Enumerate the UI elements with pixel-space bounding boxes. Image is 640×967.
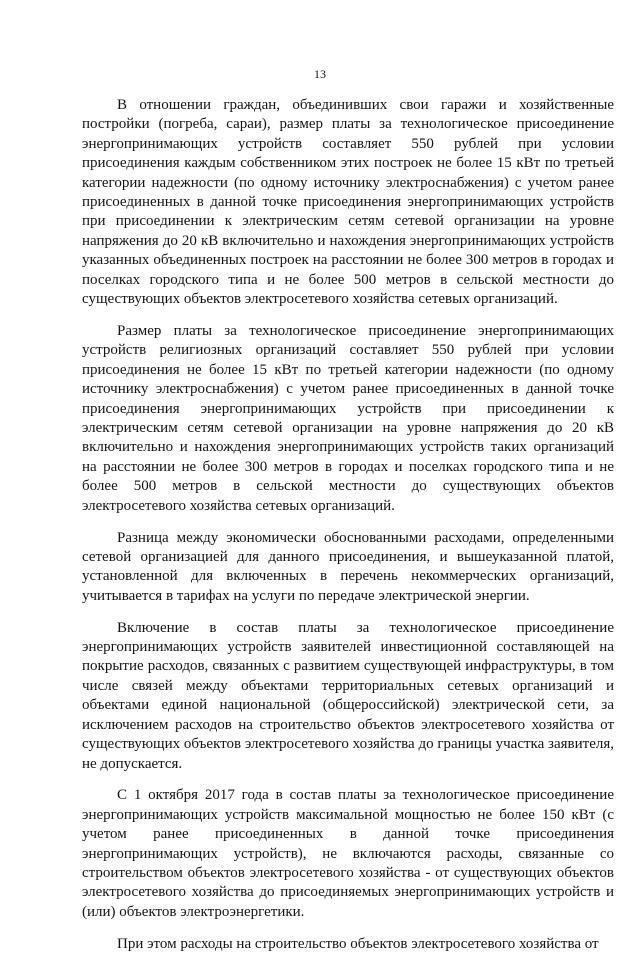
paragraph-investment-component: Включение в состав платы за технологическое присоединение энергопринимающих устройств заявителей инвестиционной составляющей на покрытие расходов, связанных с развитием существующей инфраструктуры, в том числе связей между объектами территориальных сетевых организаций и объектами единой национальной (общероссийской) электрической сети, за исключением расходов на строительство объектов электросетевого хозяйства от существующих объектов электросетевого хозяйства до границы участка заявителя, не допускается. (82, 619, 614, 772)
paragraph-construction-costs: При этом расходы на строительство объектов электросетевого хозяйства от (117, 935, 599, 952)
paragraph-religious-organizations: Размер платы за технологическое присоединение энергопринимающих устройств религиозных организаций составляет 550 рублей при условии присоединения не более 15 кВт по третьей категории надежности (по одному источнику электроснабжения) с учетом ранее присоединенных в данной точке присоединения энергопринимающих устройств при присоединении к электрическим сетям сетевой организации на уровне напряжения до 20 кВ включительно и нахождения энергопринимающих устройств таких организаций на расстоянии не более 300 метров в городах и поселках городского типа и не более 500 метров в сельской местности до существующих объектов электросетевого хозяйства сетевых организаций. (82, 322, 614, 514)
paragraph-cost-difference: Разница между экономически обоснованными расходами, определенными сетевой организацией для данного присоединения, и вышеуказанной платой, установленной для включенных в перечень некоммерческих организаций, учитывается в тарифах на услуги по передаче электрической энергии. (82, 529, 614, 604)
paragraph-garages: В отношении граждан, объединивших свои гаражи и хозяйственные постройки (погреба, сараи), размер платы за технологическое присоединение энергопринимающих устройств составляет 550 рублей при условии присоединения каждым собственником этих построек не более 15 кВт по третьей категории надежности (по одному источнику электроснабжения) с учетом ранее присоединенных в данной точке присоединения энергопринимающих устройств при присоединении к электрическим сетям сетевой организации на уровне напряжения до 20 кВ включительно и нахождения энергопринимающих устройств указанных объединенных построек на расстоянии не более 300 метров в городах и поселках городского типа и не более 500 метров в сельской местности до существующих объектов электросетевого хозяйства сетевых организаций. (82, 97, 614, 308)
page-number: 13 (314, 67, 326, 81)
paragraph-october-2017: С 1 октября 2017 года в состав платы за технологическое присоединение энергопринимающих устройств максимальной мощностью не более 150 кВт (с учетом ранее присоединенных в данной точке присоединения энергопринимающих устройств), не включаются расходы, связанные со строительством объектов электросетевого хозяйства - от существующих объектов электросетевого хозяйства до присоединяемых энергопринимающих устройств и (или) объектов электроэнергетики. (82, 787, 614, 920)
document-body (82, 96, 614, 967)
